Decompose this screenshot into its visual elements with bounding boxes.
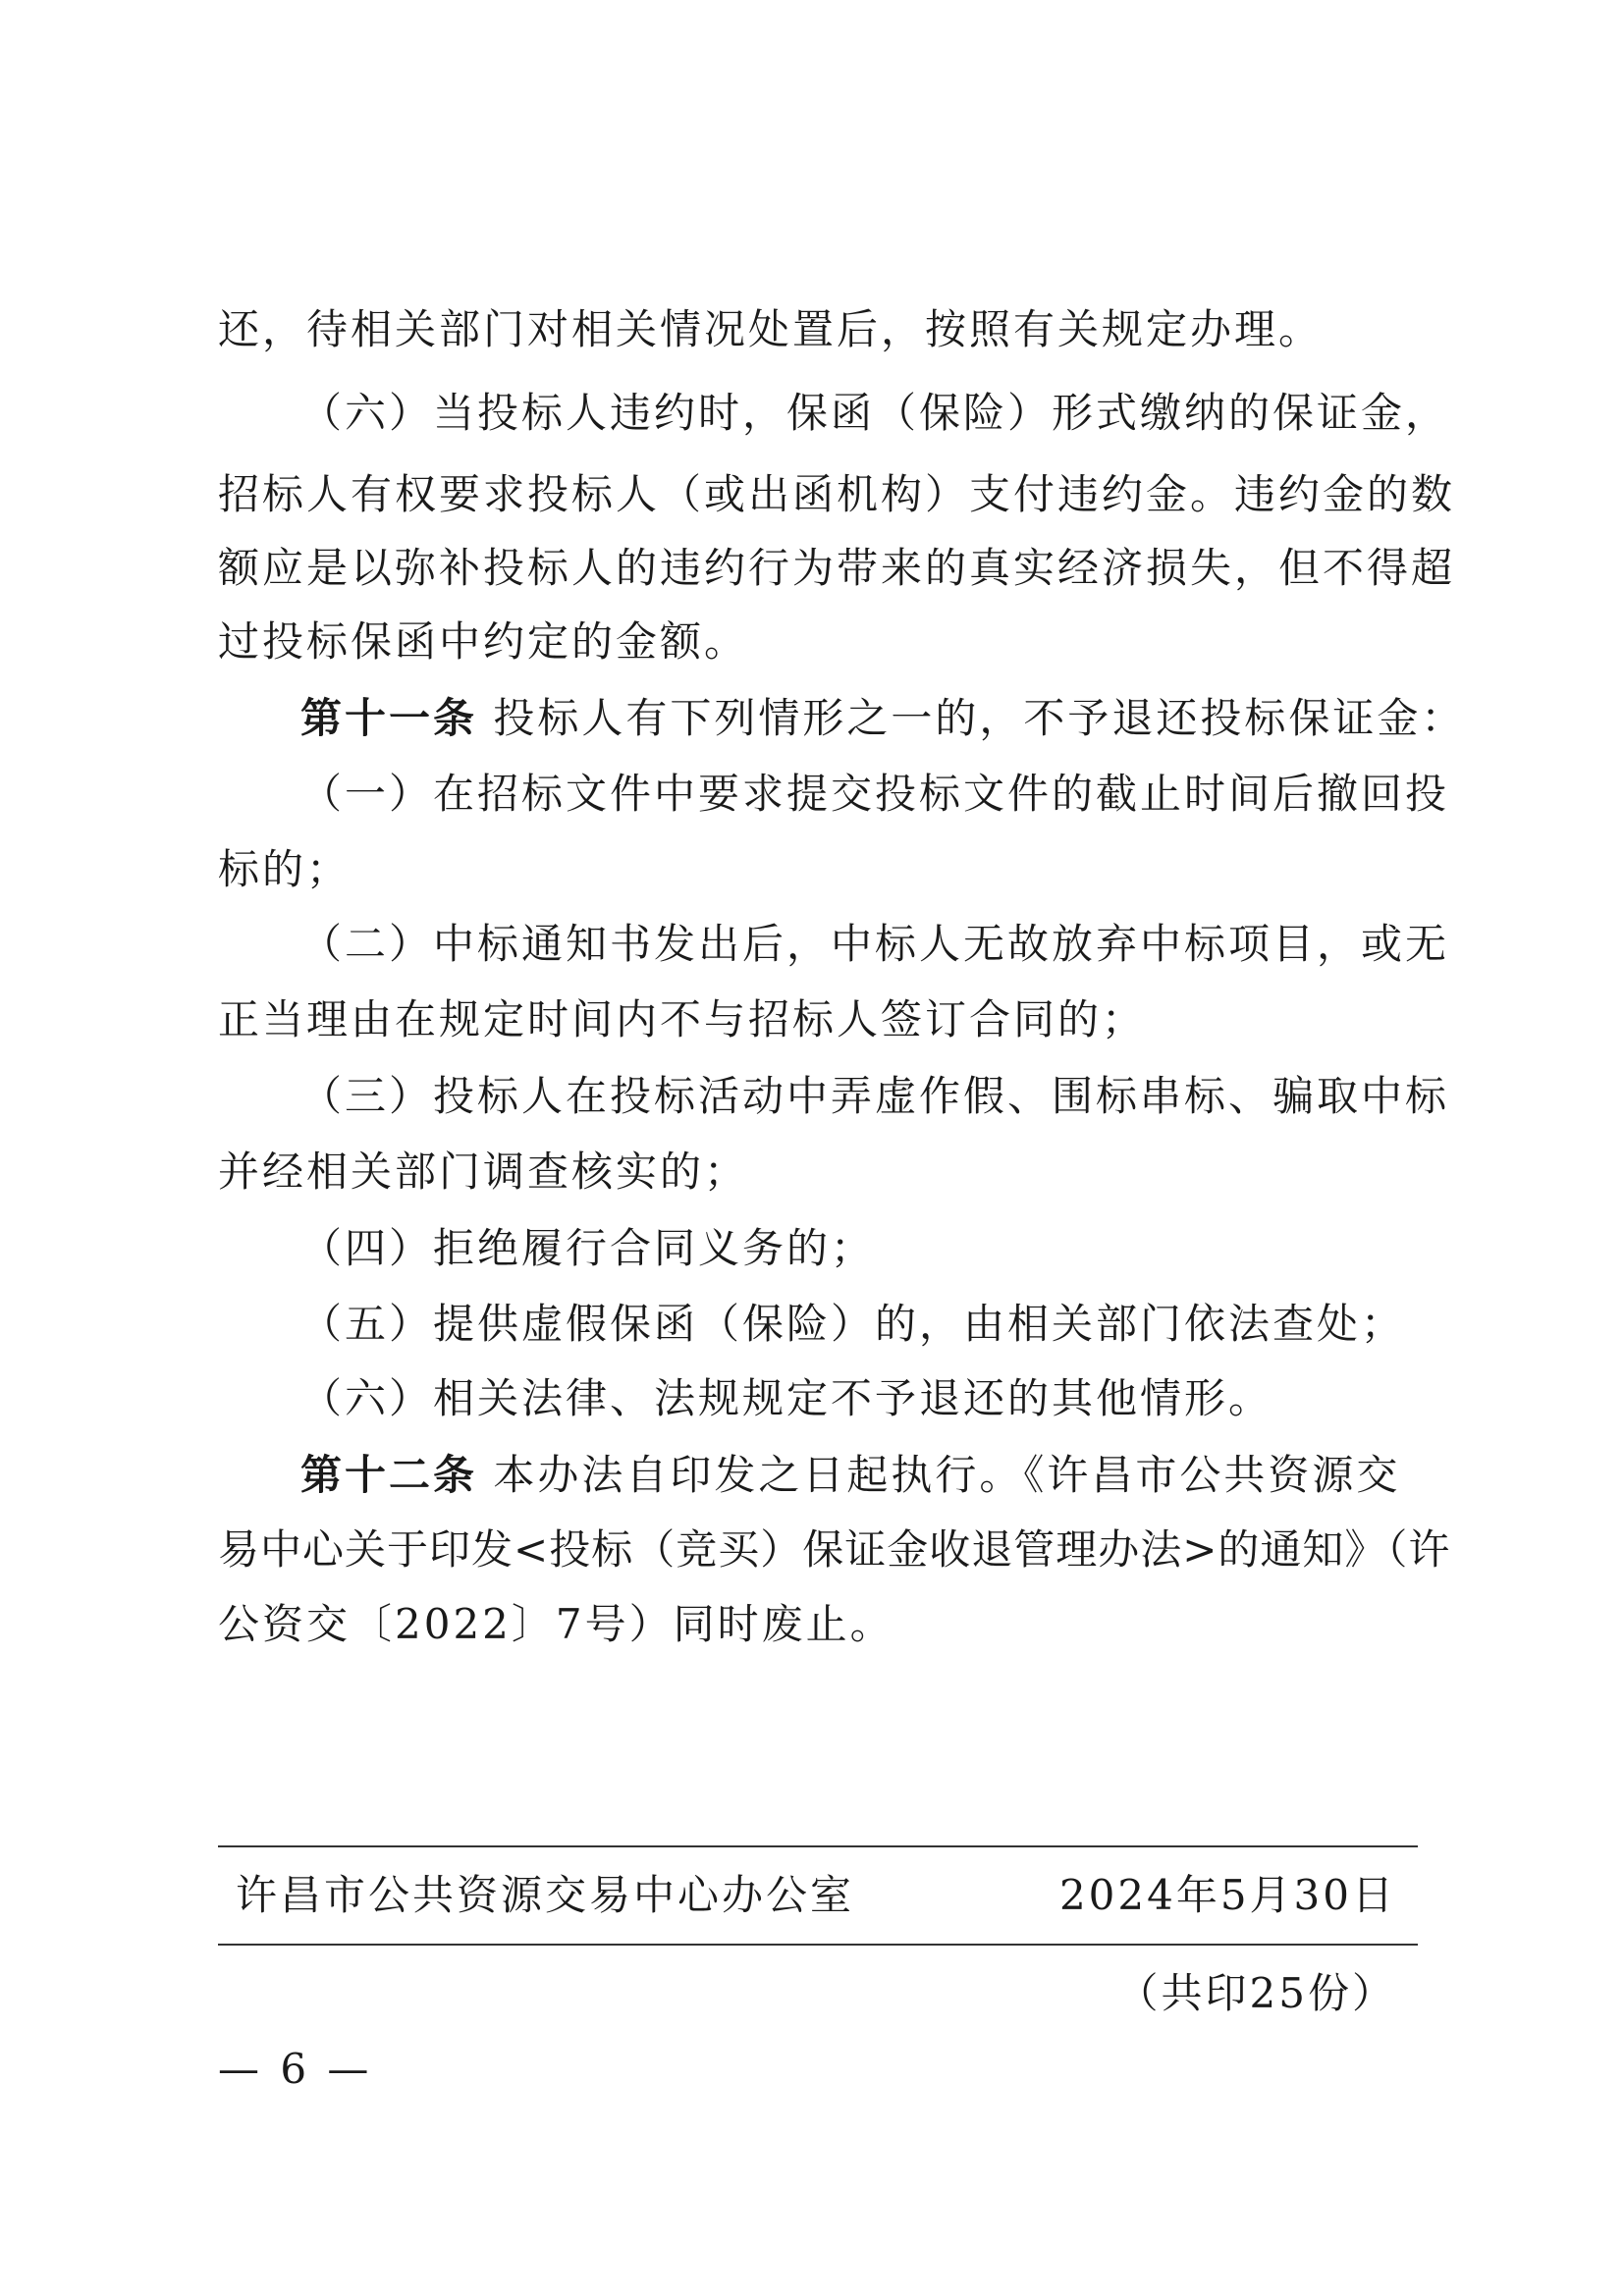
issue-date: 2024年5月30日: [1058, 1871, 1396, 1919]
paragraph-line: 公资交〔2022〕7号）同时废止。: [218, 1600, 894, 1648]
paragraph-line: 招标人有权要求投标人（或出函机构）支付违约金。违约金的数: [218, 470, 1456, 518]
paragraph-line: 还，待相关部门对相关情况处置后，按照有关规定办理。: [218, 305, 1324, 353]
footer-top-rule: [218, 1845, 1418, 1847]
article-12-line: [300, 1450, 1416, 1501]
article-11-heading: 第十一条: [300, 694, 478, 742]
list-item-line: （五）提供虚假保函（保险）的，由相关部门依法查处；: [300, 1300, 1406, 1348]
footer-bottom-rule: [218, 1944, 1418, 1946]
article-12-heading: 第十二条: [300, 1451, 478, 1499]
print-copies: （共印25份）: [1116, 1969, 1396, 2017]
list-item-line: 正当理由在规定时间内不与招标人签订合同的；: [218, 995, 1147, 1043]
list-item-line: （三）投标人在投标活动中弄虚作假、围标串标、骗取中标: [300, 1072, 1450, 1120]
list-item-line: 并经相关部门调查核实的；: [218, 1148, 749, 1196]
article-12-text: 本办法自印发之日起执行。《许昌市公共资源交: [493, 1451, 1401, 1499]
paragraph-line: 额应是以弥补投标人的违约行为带来的真实经济损失，但不得超: [218, 544, 1456, 592]
article-11-line: [300, 693, 1466, 744]
issuing-organization: 许昌市公共资源交易中心办公室: [236, 1871, 855, 1919]
paragraph-line: 过投标保函中约定的金额。: [218, 617, 749, 666]
list-item-line: 标的；: [218, 845, 352, 893]
list-item-line: （六）相关法律、法规规定不予退还的其他情形。: [300, 1374, 1273, 1422]
list-item-line: （一）在招标文件中要求提交投标文件的截止时间后撤回投: [300, 770, 1450, 818]
list-item-line: （四）拒绝履行合同义务的；: [300, 1224, 876, 1272]
page-number: — 6 —: [218, 2045, 373, 2093]
paragraph-line: （六）当投标人违约时，保函（保险）形式缴纳的保证金，: [300, 389, 1450, 437]
paragraph-line: 易中心关于印发<投标（竞买）保证金收退管理办法>的通知》（许: [218, 1525, 1451, 1574]
article-11-text: 投标人有下列情形之一的，不予退还投标保证金：: [493, 694, 1466, 742]
list-item-line: （二）中标通知书发出后，中标人无故放弃中标项目，或无: [300, 920, 1450, 968]
